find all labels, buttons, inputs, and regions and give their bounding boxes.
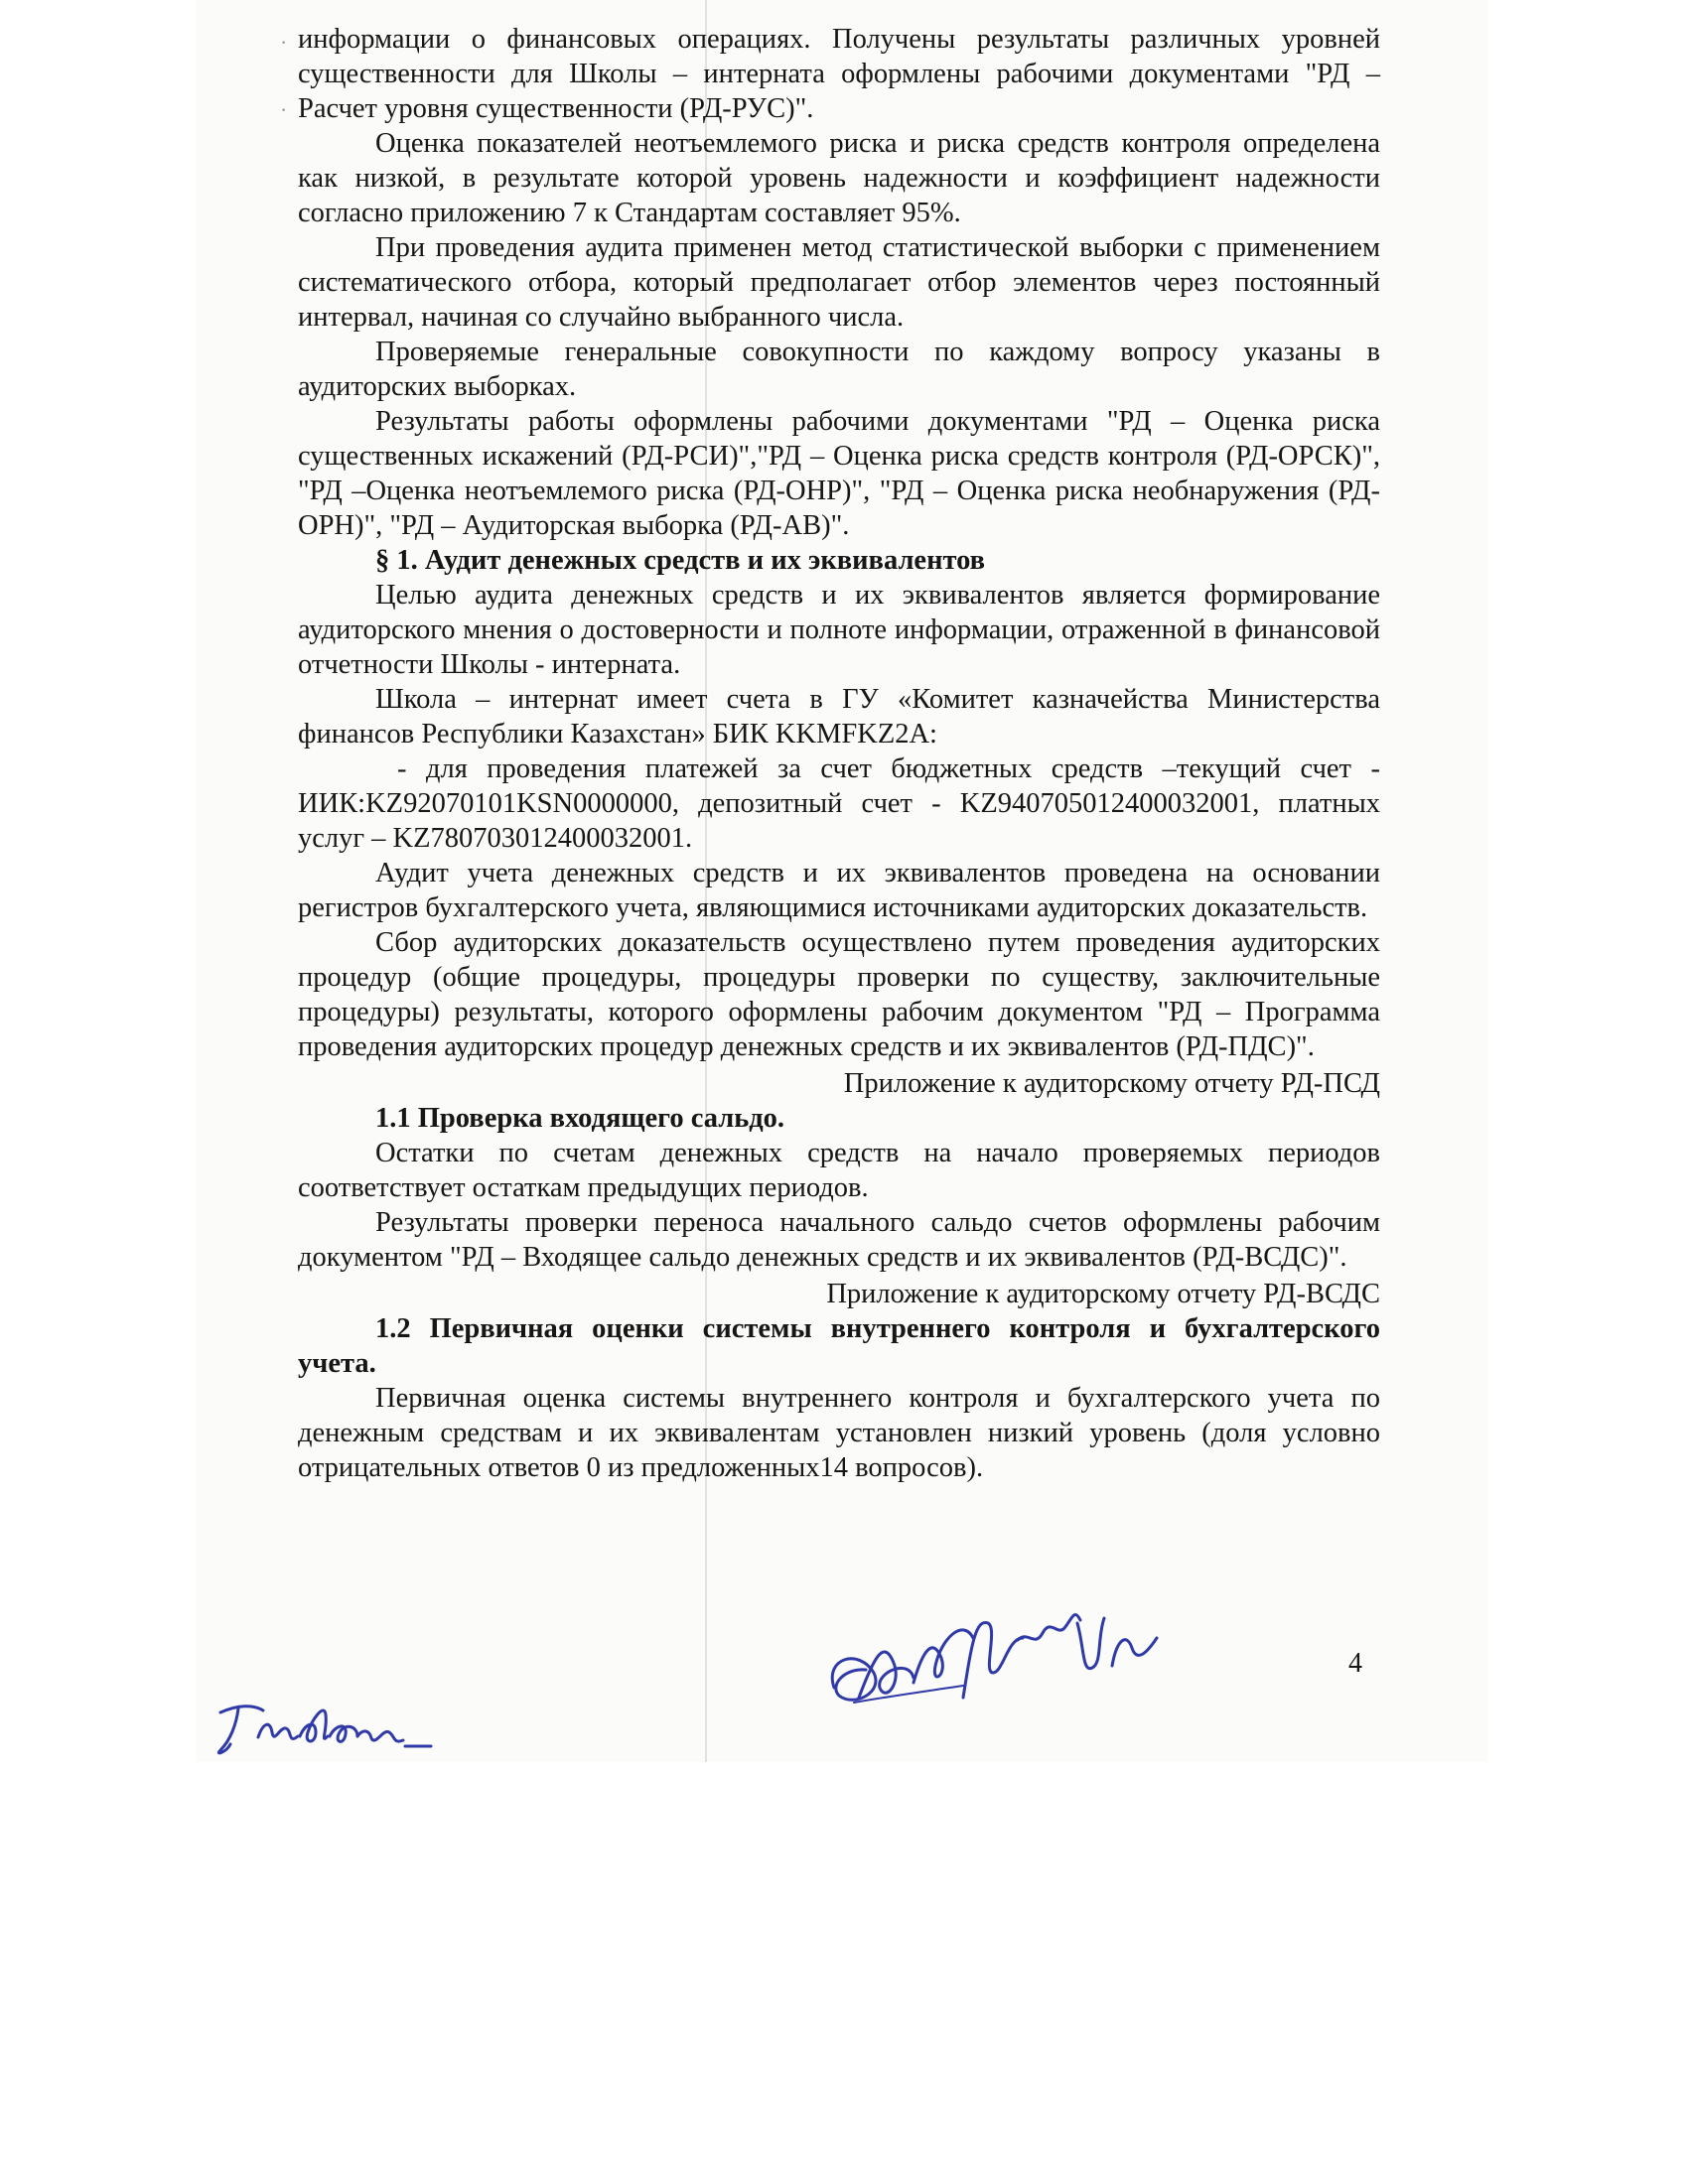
appendix-note: Приложение к аудиторскому отчету РД-ПСД — [843, 1068, 1380, 1099]
paragraph: Проверяемые генеральные совокупности по каждому вопросу указаны в аудиторских выборках. — [298, 337, 1380, 402]
subsection-heading: 1.1 Проверка входящего сальдо. — [375, 1103, 785, 1134]
document-body — [298, 22, 1380, 1485]
paragraph: Результаты работы оформлены рабочими документами "РД – Оценка риска существенных искажений (РД-РСИ)","РД – Оценка риска средств контроля (РД-ОРСК)", "РД –Оценка неотъемлемого риска (РД-ОНР)", "РД – Оценка риска необнаружения (РД-ОРН)", "РД – Аудиторская выборка (РД-АВ)". — [298, 406, 1380, 541]
appendix-note: Приложение к аудиторскому отчету РД-ВСДС — [826, 1279, 1380, 1309]
margin-mark: · — [280, 97, 288, 122]
accounts-line: - для проведения платежей за счет бюджетных средств –текущий счет - ИИК:KZ92070101KSN0000000, депозитный счет - KZ940705012400032001, платных услуг – KZ780703012400032001. — [298, 753, 1380, 854]
subsection-heading: 1.2 Первичная оценки системы внутреннего контроля и бухгалтерского учета. — [298, 1313, 1380, 1379]
section-heading: § 1. Аудит денежных средств и их эквивалентов — [375, 545, 986, 576]
handwritten-signature — [814, 1578, 1172, 1737]
paragraph: Первичная оценка системы внутреннего контроля и бухгалтерского учета по денежным средствам и их эквивалентам установлен низкий уровень (доля условно отрицательных ответов 0 из предложенных14 вопросов). — [298, 1383, 1380, 1483]
paragraph: При проведения аудита применен метод статистической выборки с применением систематического отбора, который предполагает отбор элементов через постоянный интервал, начиная со случайно выбранного числа. — [298, 232, 1380, 333]
paragraph: Школа – интернат имеет счета в ГУ «Комитет казначейства Министерства финансов Республики Казахстан» БИК KKMFKZ2A: — [298, 684, 1380, 750]
paragraph: Результаты проверки переноса начального сальдо счетов оформлены рабочим документом "РД – Входящее сальдо денежных средств и их эквивалентов (РД-ВСДС)". — [298, 1207, 1380, 1273]
paragraph: Аудит учета денежных средств и их эквивалентов проведена на основании регистров бухгалтерского учета, являющимися источниками аудиторских доказательств. — [298, 858, 1380, 923]
paragraph: Целью аудита денежных средств и их эквивалентов является формирование аудиторского мнения о достоверности и полноте информации, отраженной в финансовой отчетности Школы - интерната. — [298, 580, 1380, 680]
paragraph: Сбор аудиторских доказательств осуществлено путем проведения аудиторских процедур (общие процедуры, процедуры проверки по существу, заключительные процедуры) результаты, которого оформлены рабочим документом "РД – Программа проведения аудиторских процедур денежных средств и их эквивалентов (РД-ПДС)". — [298, 927, 1380, 1062]
paragraph: Оценка показателей неотъемлемого риска и риска средств контроля определена как низкой, в результате которой уровень надежности и коэффициент надежности согласно приложению 7 к Стандартам составляет 95%. — [298, 128, 1380, 228]
handwritten-initials — [209, 1693, 437, 1762]
paragraph: информации о финансовых операциях. Получены результаты различных уровней существенности для Школы – интерната оформлены рабочими документами "РД – Расчет уровня существенности (РД-РУС)". — [298, 24, 1380, 124]
margin-mark: · — [280, 30, 288, 55]
page-number: 4 — [1348, 1648, 1362, 1679]
paragraph: Остатки по счетам денежных средств на начало проверяемых периодов соответствует остаткам предыдущих периодов. — [298, 1138, 1380, 1203]
